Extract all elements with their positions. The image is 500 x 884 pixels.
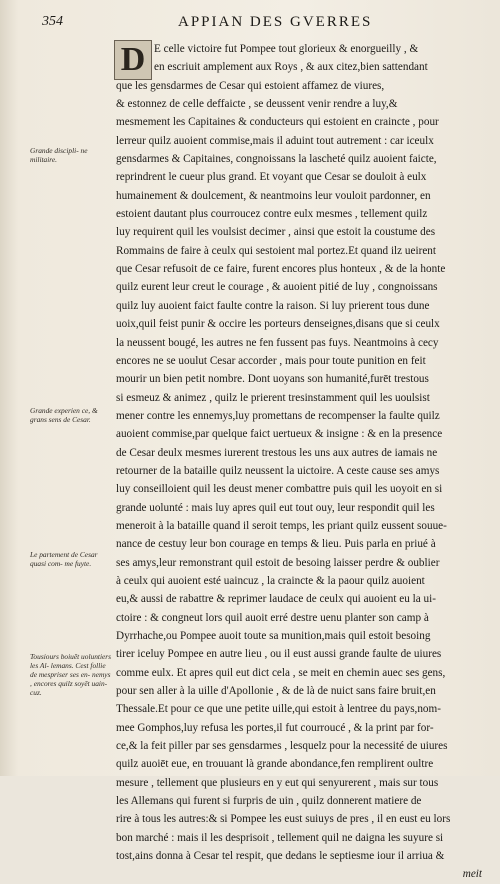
text-line: retourner de la bataille quilz neussent la uictoire. A ceste cause ses amys: [116, 464, 440, 477]
body-text: [116, 40, 482, 884]
text-line: les Allemans qui furent si furpris de uin , quilz donnerent matiere de: [116, 795, 422, 808]
text-line: grande uolunté : mais luy apres quil eut tout ouy, leur respondit quil les: [116, 501, 435, 514]
text-line: quilz auoiēt eue, en trouuant là grande abondance,fen remplirent oultre: [116, 758, 434, 771]
running-title: APPIAN DES GVERRES: [178, 14, 373, 30]
text-line: en escriuit amplement aux Roys , & aux citez,bien sattendant: [154, 61, 428, 74]
text-line: la neussent bougé, les autres ne fen fussent pas fuys. Neantmoins à cecy: [116, 336, 439, 349]
text-line: tirer iceluy Pompee en autre lieu , ou il eust aussi grande faulte de uiures: [116, 648, 442, 661]
text-line: à ceulx qui auoient esté uaincuz , la craincte & la paour quilz auoient: [116, 574, 425, 587]
page-header: [42, 14, 480, 36]
margin-note: Grande discipli- ne militaire.: [30, 146, 88, 164]
text-line: ctoire : & congneut lors quil auoit erré destre uenu planter son camp à: [116, 611, 429, 624]
text-line: estoient dautant plus courroucez contre eulx mesmes , tellement quilz: [116, 208, 428, 221]
text-line: encores ne se uoulut Cesar accorder , mais pour toute punition en feit: [116, 354, 426, 367]
text-line: uoix,quil feist punir & occire les porteurs denseignes,disans que si ceulx: [116, 318, 440, 331]
text-line: nance de cestuy leur bon courage en temps & lieu. Puis parla en priué à: [116, 538, 436, 551]
text-line: pour sen aller à la uille d'Apollonie , & de là de nuict sans faire bruit,en: [116, 685, 436, 698]
text-line: de Cesar deulx mesmes iurerent trestous les uns aux autres de iamais ne: [116, 446, 438, 459]
margin-note: Grande experien ce, & grans sens de Cesar.: [30, 406, 98, 424]
margin-note: Tousiours boiuēt uoluntiers les Al- lemans. Cest follie de mespriser ses en- nemys , encores quilz soyēt uain- cuz.: [30, 652, 112, 697]
decorated-initial: D: [114, 40, 152, 80]
text-line: quilz eurent leur creut le courage , & auoient pitié de luy , congnoissans: [116, 281, 438, 294]
margin-note: Le partement de Cesar quasi com- me fuyte.: [30, 550, 98, 568]
text-line: meneroit à la bataille quand il seroit temps, les priant quilz eussent souue-: [116, 519, 447, 532]
text-line: luy requirent quil les voulsist decimer , ainsi que estoit la coustume des: [116, 226, 436, 239]
text-line: ses amys,leur remonstrant quil estoit de besoing laisser perdre & oublier: [116, 556, 440, 569]
text-line: mesmement les Capitaines & conducteurs qui estoient en craincte , pour: [116, 116, 439, 129]
text-line: que Cesar refusoit de ce faire, furent encores plus honteux , & de la honte: [116, 263, 446, 276]
text-line: mee Gomphos,luy refusa les portes,il fut courroucé , & la print par for-: [116, 721, 434, 734]
text-line: bon marché : mais il les desprisoit , tellement quil ne daigna les suyure si: [116, 831, 444, 844]
text-line: que les gensdarmes de Cesar qui estoient affamez de viures,: [116, 79, 385, 92]
text-line: comme eulx. Et apres quil eut dict cela , se meit en chemin auec ses gens,: [116, 666, 446, 679]
page-number: 354: [42, 14, 63, 29]
text-line: rire à tous les autres:& si Pompee les eust suiuys de pres , il en eust eu lors: [116, 813, 451, 826]
text-line: Rommains de faire à ceulx qui sestoient mal portez.Et quand ilz ueirent: [116, 244, 436, 257]
text-line: auoient commise,par quelque faict uertueux & insigne : & en la presence: [116, 428, 443, 441]
text-line: quilz luy auoient faict faulte contre la raison. Si luy prierent tous dune: [116, 299, 430, 312]
text-line: humainement & doulcement, & neantmoins leur vouloit pardonner, en: [116, 189, 431, 202]
text-line: ce,& la feit piller par ses gensdarmes , lesquelz pour la necessité de uiures: [116, 740, 448, 753]
text-line: mesure , tellement que plusieurs en y eut qui senyurerent , mais sur tous: [116, 776, 439, 789]
text-line: & estonnez de celle deffaicte , se deussent venir rendre a luy,&: [116, 98, 398, 111]
text-line: E celle victoire fut Pompee tout glorieux & enorgueilly , &: [154, 43, 419, 55]
text-line: si esmeuz & animez , quilz le prierent tresinstamment quil les uoulsist: [116, 391, 430, 404]
text-line: lerreur quilz auoient commise,mais il aduint tout autrement : car iceulx: [116, 134, 434, 147]
text-line: tost,ains donna à Cesar tel respit, que dedans le septiesme iour il arriua &: [116, 850, 445, 863]
catchword: meit: [462, 868, 482, 881]
text-line: mourir un bien petit nombre. Dont uoyans son humanité,furēt trestous: [116, 373, 429, 386]
text-line: luy conseilloient quil les deust mener combattre puis quil les uoyoit en si: [116, 483, 443, 496]
text-line: eu,& aussi de rabattre & reprimer laudace de ceulx qui auoient eu la ui-: [116, 593, 436, 606]
text-line: reprindrent le cueur plus grand. Et voyant que Cesar se douloit à eulx: [116, 171, 427, 184]
text-line: Dyrrhache,ou Pompee auoit toute sa munition,mais quil estoit besoing: [116, 630, 431, 642]
text-line: mener contre les ennemys,luy promettans de recompenser la faulte quilz: [116, 409, 440, 422]
text-line: gensdarmes & Capitaines, congnoissans la lascheté quilz auoient faicte,: [116, 153, 437, 166]
text-line: Thessale.Et pour ce que une petite uille,qui estoit à lentree du pays,nom-: [116, 703, 441, 716]
